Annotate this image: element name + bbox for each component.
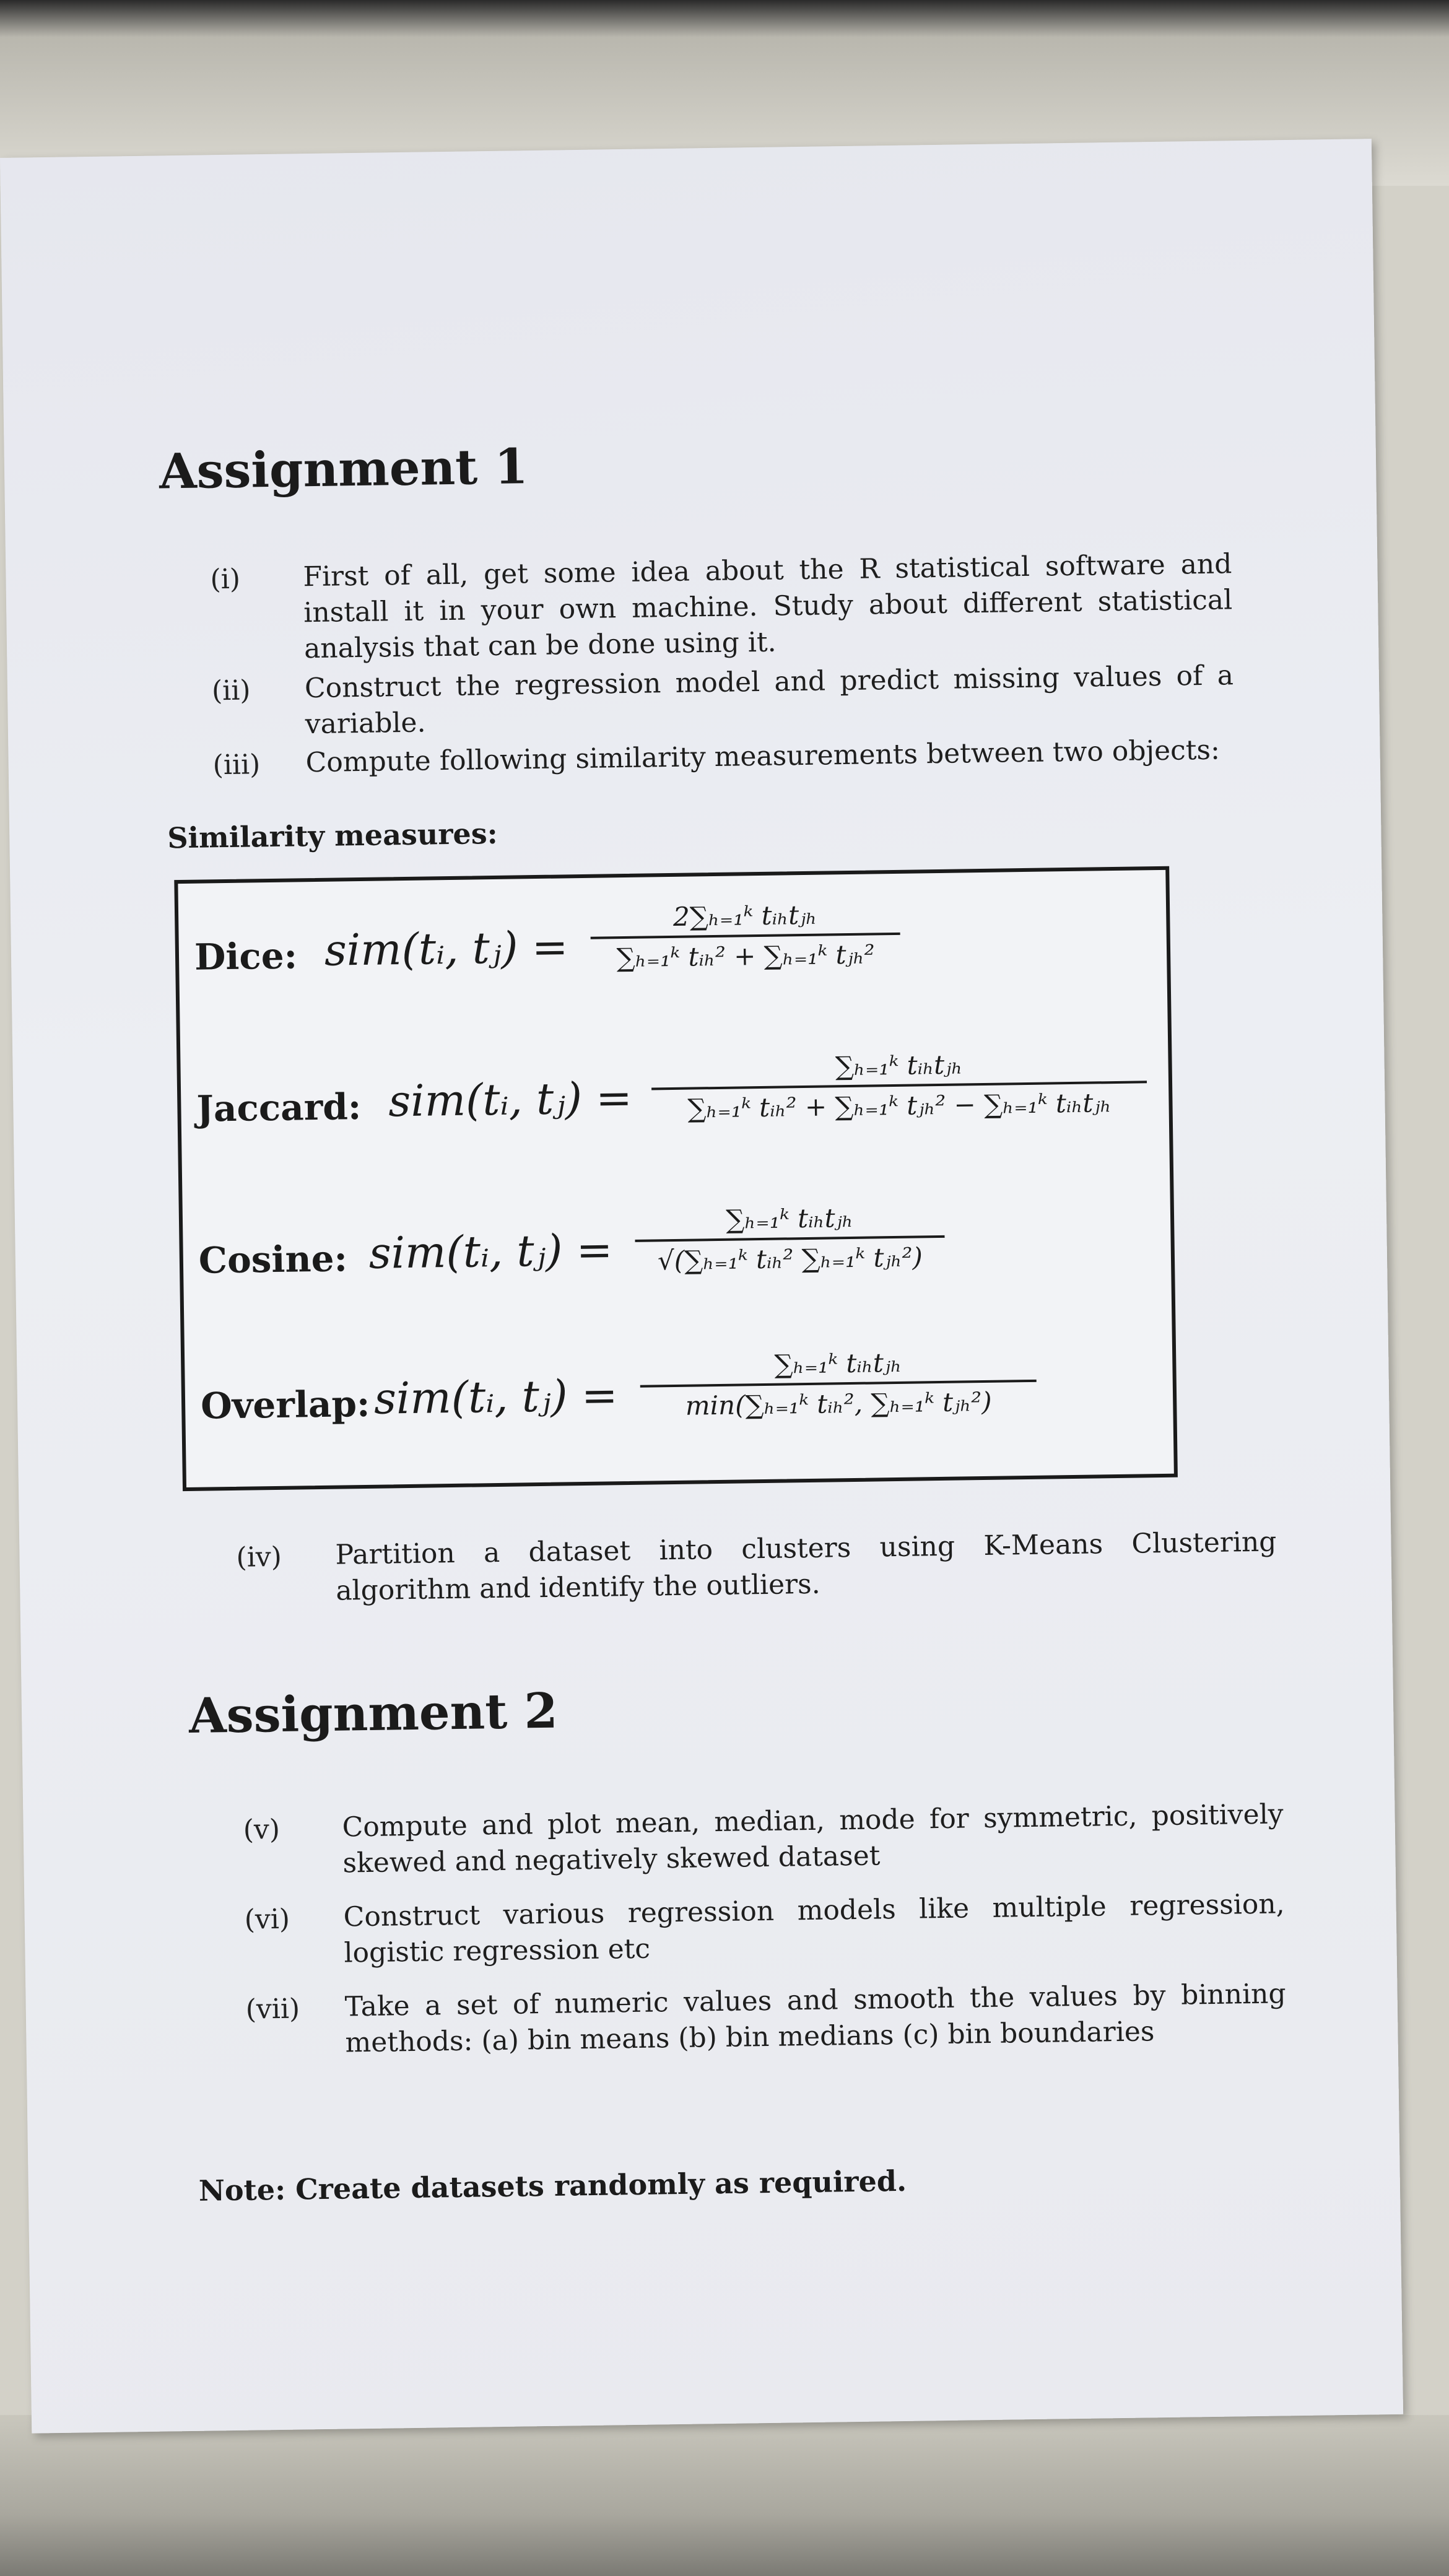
formula-lhs: sim(tᵢ, tⱼ) =: [324, 921, 569, 976]
formula-numerator: ∑ₕ₌₁ᵏ tᵢₕtⱼₕ: [774, 1347, 902, 1380]
formula-lhs: sim(tᵢ, tⱼ) =: [388, 1072, 633, 1127]
formula-box: [174, 866, 1178, 1491]
item-text: Construct various regression models like multiple regression, logistic regression etc: [343, 1888, 1285, 1969]
item-text: Partition a dataset into clusters using K-Means Clustering algorithm and identify the outliers.: [335, 1526, 1277, 1607]
item-number: (vi): [244, 1903, 290, 1936]
assignment-2-title: Assignment 2: [188, 1682, 559, 1744]
item-number: (iv): [236, 1541, 282, 1573]
formula-lhs: sim(tᵢ, tⱼ) =: [368, 1224, 613, 1279]
formula-label: Dice:: [194, 934, 298, 978]
item-text: Compute and plot mean, median, mode for symmetric, positively skewed and negatively skewed dataset: [342, 1798, 1284, 1879]
item-text: Compute following similarity measurements between two objects:: [305, 734, 1221, 779]
formula-lhs: sim(tᵢ, tⱼ) =: [373, 1370, 619, 1424]
item-number: (v): [243, 1813, 281, 1846]
item-text: Take a set of numeric values and smooth the values by binning methods: (a) bin means (b) bin medians (c) bin boundaries: [344, 1978, 1286, 2059]
formula-label: Cosine:: [198, 1237, 348, 1282]
paper-sheet: [0, 139, 1403, 2434]
item-number: (i): [210, 563, 241, 596]
formula-fraction: [635, 1201, 946, 1276]
item-number: (iii): [212, 749, 261, 781]
formula-numerator: 2∑ₕ₌₁ᵏ tᵢₕtⱼₕ: [672, 899, 817, 932]
formula-denominator: √(∑ₕ₌₁ᵏ tᵢₕ² ∑ₕ₌₁ᵏ tⱼₕ²): [657, 1242, 923, 1276]
formula-numerator: ∑ₕ₌₁ᵏ tᵢₕtⱼₕ: [725, 1202, 854, 1235]
formula-fraction: [640, 1346, 1037, 1422]
note-text: Note: Create datasets randomly as required.: [198, 2164, 907, 2208]
formula-fraction: [651, 1046, 1147, 1124]
formula-label: Overlap:: [200, 1382, 370, 1427]
item-number: (ii): [211, 674, 251, 707]
formula-fraction: [590, 899, 901, 973]
background-bottom: [0, 2415, 1449, 2576]
item-text: Construct the regression model and predict missing values of a variable.: [304, 659, 1234, 741]
formula-denominator: ∑ₕ₌₁ᵏ tᵢₕ² + ∑ₕ₌₁ᵏ tⱼₕ² − ∑ₕ₌₁ᵏ tᵢₕtⱼₕ: [687, 1087, 1112, 1124]
formula-label: Jaccard:: [196, 1086, 362, 1130]
assignment-1-title: Assignment 1: [159, 438, 529, 500]
formula-denominator: ∑ₕ₌₁ᵏ tᵢₕ² + ∑ₕ₌₁ᵏ tⱼₕ²: [616, 939, 875, 973]
formula-numerator: ∑ₕ₌₁ᵏ tᵢₕtⱼₕ: [835, 1049, 963, 1082]
item-text: First of all, get some idea about the R statistical software and install it in your own machine. Study about different statistical analysis that can be done using it.: [303, 548, 1233, 665]
formula-denominator: min(∑ₕ₌₁ᵏ tᵢₕ², ∑ₕ₌₁ᵏ tⱼₕ²): [685, 1386, 992, 1421]
item-number: (vii): [245, 1993, 300, 2026]
similarity-heading: Similarity measures:: [167, 816, 498, 855]
